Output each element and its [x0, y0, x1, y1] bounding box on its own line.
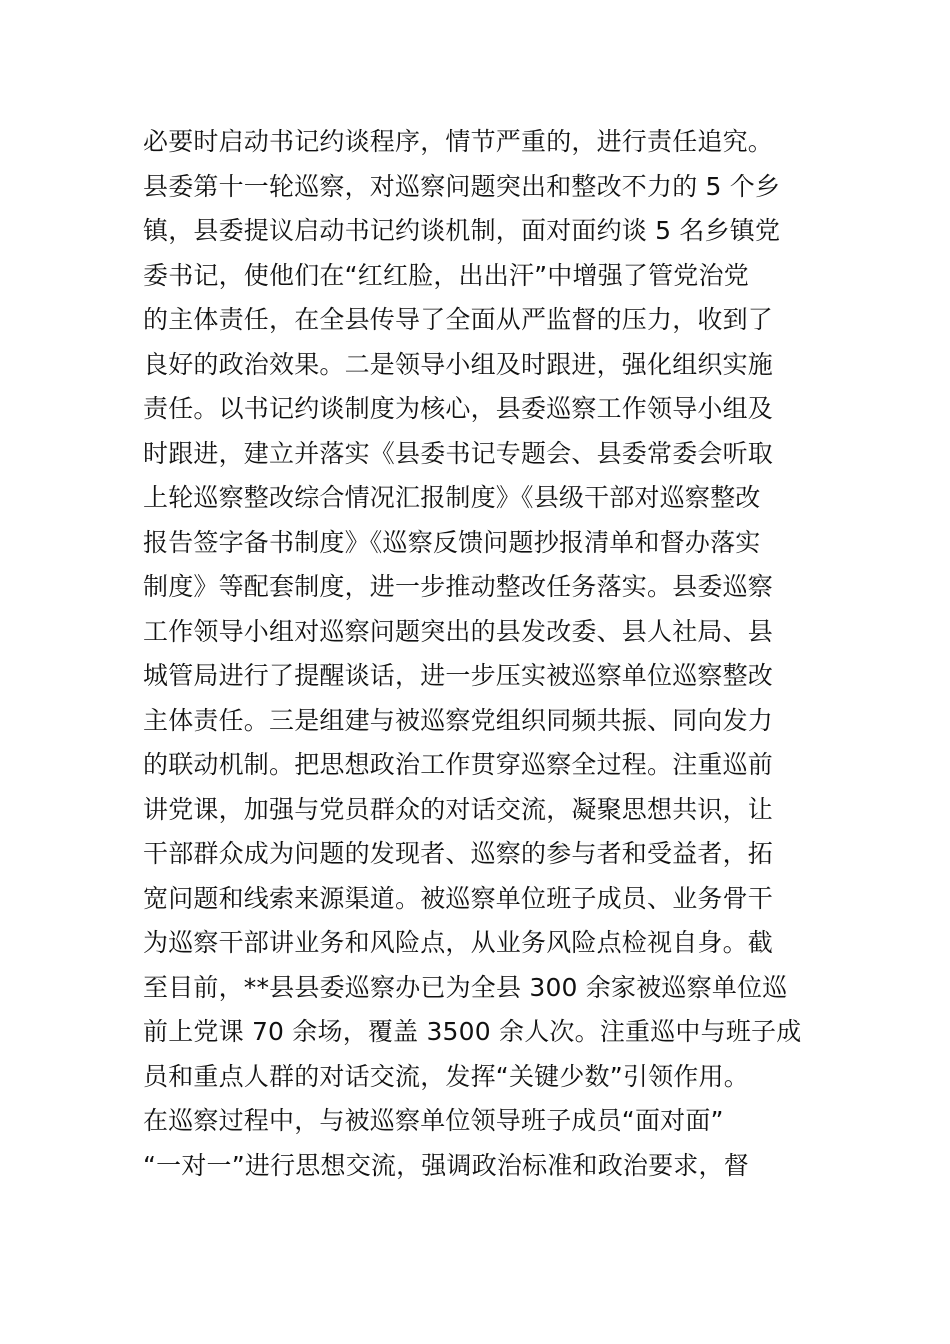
body-text: [143, 120, 823, 1188]
text-line: 上轮巡察整改综合情况汇报制度》《县级干部对巡察整改: [143, 483, 761, 512]
text-line: 至目前，**县县委巡察办已为全县 300 余家被巡察单位巡: [143, 972, 788, 1002]
text-line: 必要时启动书记约谈程序，情节严重的，进行责任追究。: [143, 127, 774, 156]
text-line: 报告签字备书制度》《巡察反馈问题抄报清单和督办落实: [143, 527, 761, 557]
text-line: 责任。以书记约谈制度为核心，县委巡察工作领导小组及: [143, 394, 774, 423]
text-line: 制度》等配套制度，进一步推动整改任务落实。县委巡察: [143, 572, 774, 601]
text-line: 时跟进，建立并落实《县委书记专题会、县委常委会听取: [143, 438, 774, 468]
text-line: 城管局进行了提醒谈话，进一步压实被巡察单位巡察整改: [143, 661, 774, 690]
text-line: 前上党课 70 余场，覆盖 3500 余人次。注重巡中与班子成: [143, 1017, 802, 1046]
text-line: 在巡察过程中，与被巡察单位领导班子成员“面对面”: [143, 1106, 724, 1135]
text-line: 宽问题和线索来源渠道。被巡察单位班子成员、业务骨干: [143, 883, 774, 913]
text-line: 为巡察干部讲业务和风险点，从业务风险点检视自身。截: [143, 928, 774, 957]
text-line: 工作领导小组对巡察问题突出的县发改委、县人社局、县: [143, 616, 774, 646]
text-line: 镇，县委提议启动书记约谈机制，面对面约谈 5 名乡镇党: [143, 216, 781, 245]
text-line: 员和重点人群的对话交流，发挥“关键少数”引领作用。: [143, 1061, 749, 1091]
text-line: 良好的政治效果。二是领导小组及时跟进，强化组织实施: [143, 349, 774, 379]
text-line: 的联动机制。把思想政治工作贯穿巡察全过程。注重巡前: [143, 750, 774, 779]
text-line: 的主体责任，在全县传导了全面从严监督的压力，收到了: [143, 305, 774, 334]
text-line: 县委第十一轮巡察，对巡察问题突出和整改不力的 5 个乡: [143, 171, 781, 201]
text-line: 干部群众成为问题的发现者、巡察的参与者和受益者，拓: [143, 839, 774, 868]
text-line: 讲党课，加强与党员群众的对话交流，凝聚思想共识，让: [143, 794, 774, 824]
text-line: “一对一”进行思想交流，强调政治标准和政治要求，督: [143, 1150, 749, 1180]
text-line: 主体责任。三是组建与被巡察党组织同频共振、同向发力: [143, 705, 774, 735]
text-line: 委书记，使他们在“红红脸，出出汗”中增强了管党治党: [143, 260, 749, 290]
